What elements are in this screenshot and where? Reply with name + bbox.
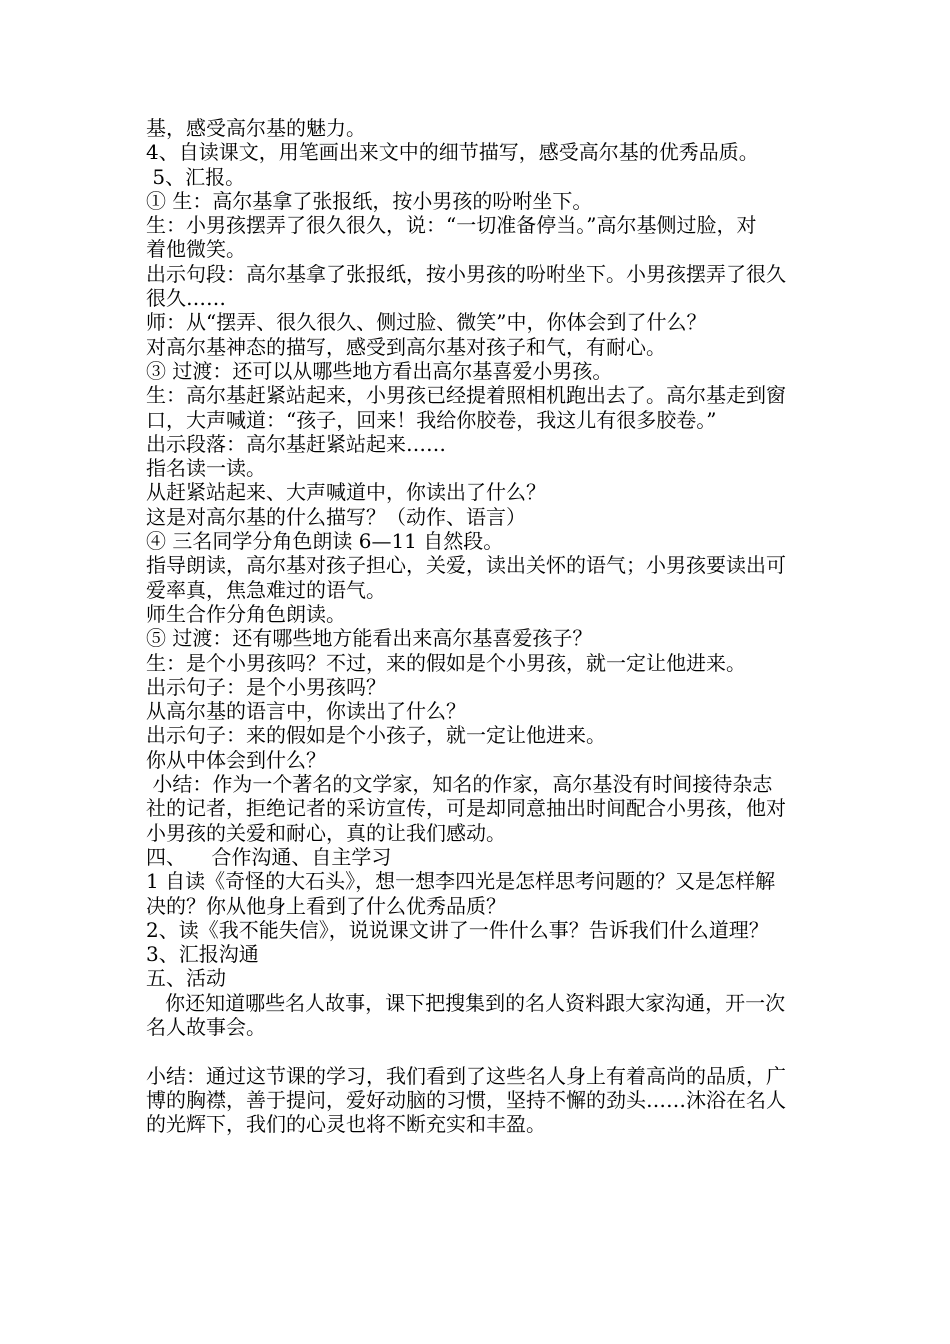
text-line: 决的？你从他身上看到了什么优秀品质？ xyxy=(146,893,506,918)
text-line: 这是对高尔基的什么描写？（动作、语言） xyxy=(146,504,526,529)
text-line: 小结：作为一个著名的文学家，知名的作家，高尔基没有时间接待杂志 xyxy=(146,772,773,797)
text-line: 从赶紧站起来、大声喊道中，你读出了什么？ xyxy=(146,480,546,505)
text-line: 师：从“摆弄、很久很久、侧过脸、微笑”中，你体会到了什么？ xyxy=(146,310,707,335)
text-line: 你还知道哪些名人故事，课下把搜集到的名人资料跟大家沟通，开一次 xyxy=(146,990,786,1015)
text-line: ⑤ 过渡：还有哪些地方能看出来高尔基喜爱孩子？ xyxy=(146,626,593,651)
text-line: ④ 三名同学分角色朗读 6—11 自然段。 xyxy=(146,529,504,554)
text-line: 对高尔基神态的描写，感受到高尔基对孩子和气，有耐心。 xyxy=(146,334,666,359)
text-line: 2、读《我不能失信》，说说课文讲了一件什么事？告诉我们什么道理？ xyxy=(146,917,769,942)
text-line: 5、汇报。 xyxy=(146,164,246,189)
text-line: 小结：通过这节课的学习，我们看到了这些名人身上有着高尚的品质，广 xyxy=(146,1063,786,1088)
text-line: 生：是个小男孩吗？不过，来的假如是个小男孩，就一定让他进来。 xyxy=(146,650,746,675)
text-line: 指导朗读，高尔基对孩子担心，关爱，读出关怀的语气；小男孩要读出可 xyxy=(146,553,786,578)
text-line: 出示句子：来的假如是个小孩子，就一定让他进来。 xyxy=(146,723,606,748)
text-line: ① 生：高尔基拿了张报纸，按小男孩的吩咐坐下。 xyxy=(146,188,593,213)
text-line: 3、汇报沟通 xyxy=(146,942,259,967)
text-line: 着他微笑。 xyxy=(146,237,246,262)
text-line: 生：高尔基赶紧站起来，小男孩已经提着照相机跑出去了。高尔基走到窗 xyxy=(146,383,786,408)
document-body xyxy=(146,116,866,1136)
text-line: 五、活动 xyxy=(146,966,226,991)
text-line: 出示句子：是个小男孩吗？ xyxy=(146,674,386,699)
text-line: 从高尔基的语言中，你读出了什么？ xyxy=(146,699,466,724)
text-line: 出示句段：高尔基拿了张报纸，按小男孩的吩咐坐下。小男孩摆弄了很久 xyxy=(146,261,786,286)
text-line: 4、自读课文，用笔画出来文中的细节描写，感受高尔基的优秀品质。 xyxy=(146,140,759,165)
text-line: 社的记者，拒绝记者的采访宣传，可是却同意抽出时间配合小男孩，他对 xyxy=(146,796,786,821)
text-line: ③ 过渡：还可以从哪些地方看出高尔基喜爱小男孩。 xyxy=(146,358,613,383)
text-line: 的光辉下，我们的心灵也将不断充实和丰盈。 xyxy=(146,1112,546,1137)
text-line: 出示段落：高尔基赶紧站起来…… xyxy=(146,431,446,456)
text-line: 生：小男孩摆弄了很久很久，说：“一切准备停当。”高尔基侧过脸，对 xyxy=(146,213,757,238)
blank-line xyxy=(146,1039,866,1063)
text-line: 爱率真，焦急难过的语气。 xyxy=(146,577,386,602)
text-line: 四、 合作沟通、自主学习 xyxy=(146,844,392,869)
text-line: 师生合作分角色朗读。 xyxy=(146,601,346,626)
text-line: 指名读一读。 xyxy=(146,456,266,481)
text-line: 1 自读《奇怪的大石头》，想一想李四光是怎样思考问题的？又是怎样解 xyxy=(146,869,776,894)
text-line: 你从中体会到什么？ xyxy=(146,747,326,772)
text-line: 名人故事会。 xyxy=(146,1014,266,1039)
text-line: 口，大声喊道：“孩子，回来！我给你胶卷，我这儿有很多胶卷。” xyxy=(146,407,717,432)
text-line: 很久…… xyxy=(146,286,226,311)
text-line: 小男孩的关爱和耐心，真的让我们感动。 xyxy=(146,820,506,845)
text-line: 博的胸襟，善于提问，爱好动脑的习惯，坚持不懈的劲头……沐浴在名人 xyxy=(146,1087,786,1112)
text-line: 基，感受高尔基的魅力。 xyxy=(146,116,366,140)
